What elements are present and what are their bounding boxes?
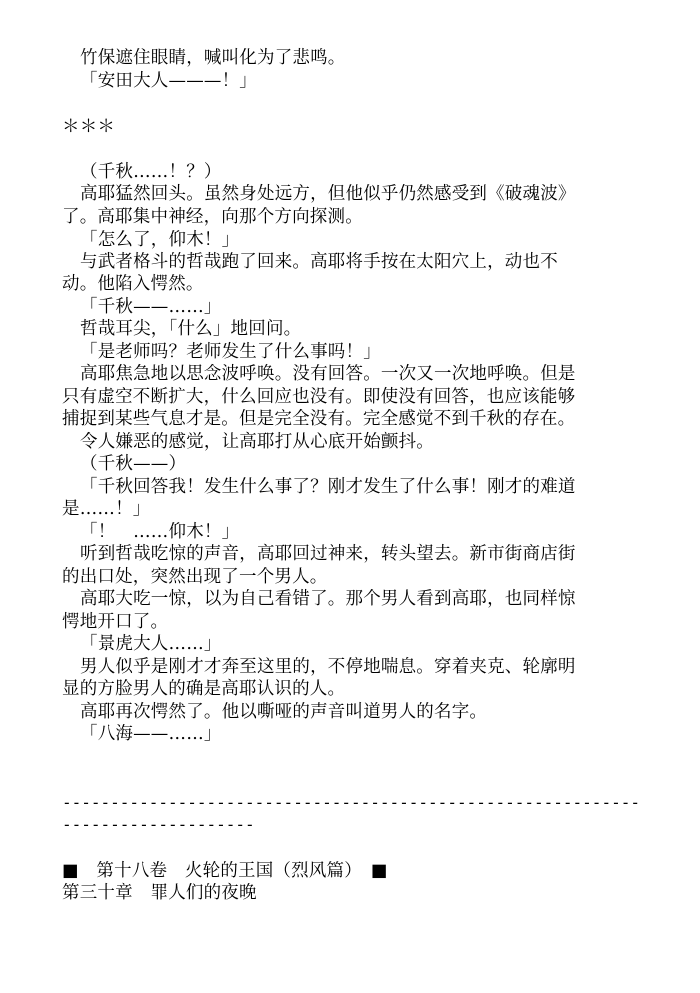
paragraph-line: 男人似乎是刚才才奔至这里的，不停地喘息。穿着夹克、轮廓明 — [80, 657, 576, 677]
paragraph-line: 竹保遮住眼睛，喊叫化为了悲鸣。 — [80, 48, 346, 68]
paragraph-line: 哲哉耳尖，「什么」地回问。 — [80, 319, 302, 339]
dialogue-line: 「千秋回答我！发生什么事了？刚才发生了什么事！刚才的难道 — [80, 477, 576, 497]
paragraph-line: 愕地开口了。 — [62, 612, 169, 632]
paragraph-line: 显的方脸男人的确是高耶认识的人。 — [62, 679, 346, 699]
paragraph-line: 了。高耶集中神经，向那个方向探测。 — [62, 207, 363, 227]
paragraph-line: 高耶焦急地以思念波呼唤。没有回答。一次又一次地呼唤。但是 — [80, 364, 576, 384]
paragraph-line: 只有虚空不断扩大，什么回应也没有。即使没有回答，也应该能够 — [62, 387, 576, 407]
dialogue-line: 「八海——……」 — [80, 724, 222, 744]
paragraph-line: 高耶猛然回头。虽然身处远方，但他似乎仍然感受到《破魂波》 — [80, 184, 576, 204]
scene-break: ＊＊＊ — [62, 117, 116, 137]
divider-line: -------------------- — [62, 815, 255, 834]
dialogue-line: 「是老师吗？老师发生了什么事吗！」 — [80, 342, 381, 362]
volume-title: ■ 第十八卷 火轮的王国（烈风篇） ■ — [62, 861, 388, 881]
dialogue-line: 「安田大人———！」 — [80, 71, 257, 91]
dialogue-line: 「千秋——……」 — [80, 297, 222, 317]
chapter-title: 第三十章 罪人们的夜晚 — [62, 883, 257, 903]
paragraph-line: 令人嫌恶的感觉，让高耶打从心底开始颤抖。 — [80, 432, 434, 452]
paragraph-line: 动。他陷入愕然。 — [62, 274, 204, 294]
dialogue-line: 「景虎大人……」 — [80, 634, 222, 654]
paragraph-line: 听到哲哉吃惊的声音，高耶回过神来，转头望去。新市街商店街 — [80, 544, 576, 564]
paragraph-line: 的出口处，突然出现了一个男人。 — [62, 567, 328, 587]
thought-line: （千秋……！？） — [80, 162, 222, 182]
thought-line: （千秋——） — [80, 454, 187, 474]
dialogue-line: 「！ ……仰木！」 — [80, 522, 240, 542]
dialogue-line: 是……！」 — [62, 499, 151, 519]
paragraph-line: 与武者格斗的哲哉跑了回来。高耶将手按在太阳穴上，动也不 — [80, 252, 558, 272]
paragraph-line: 捕捉到某些气息才是。但是完全没有。完全感觉不到千秋的存在。 — [62, 409, 576, 429]
dialogue-line: 「怎么了，仰木！」 — [80, 230, 240, 250]
paragraph-line: 高耶再次愕然了。他以嘶哑的声音叫道男人的名字。 — [80, 702, 488, 722]
divider-line: ------------------------------------------------------------ — [62, 793, 640, 812]
paragraph-line: 高耶大吃一惊，以为自己看错了。那个男人看到高耶，也同样惊 — [80, 589, 576, 609]
